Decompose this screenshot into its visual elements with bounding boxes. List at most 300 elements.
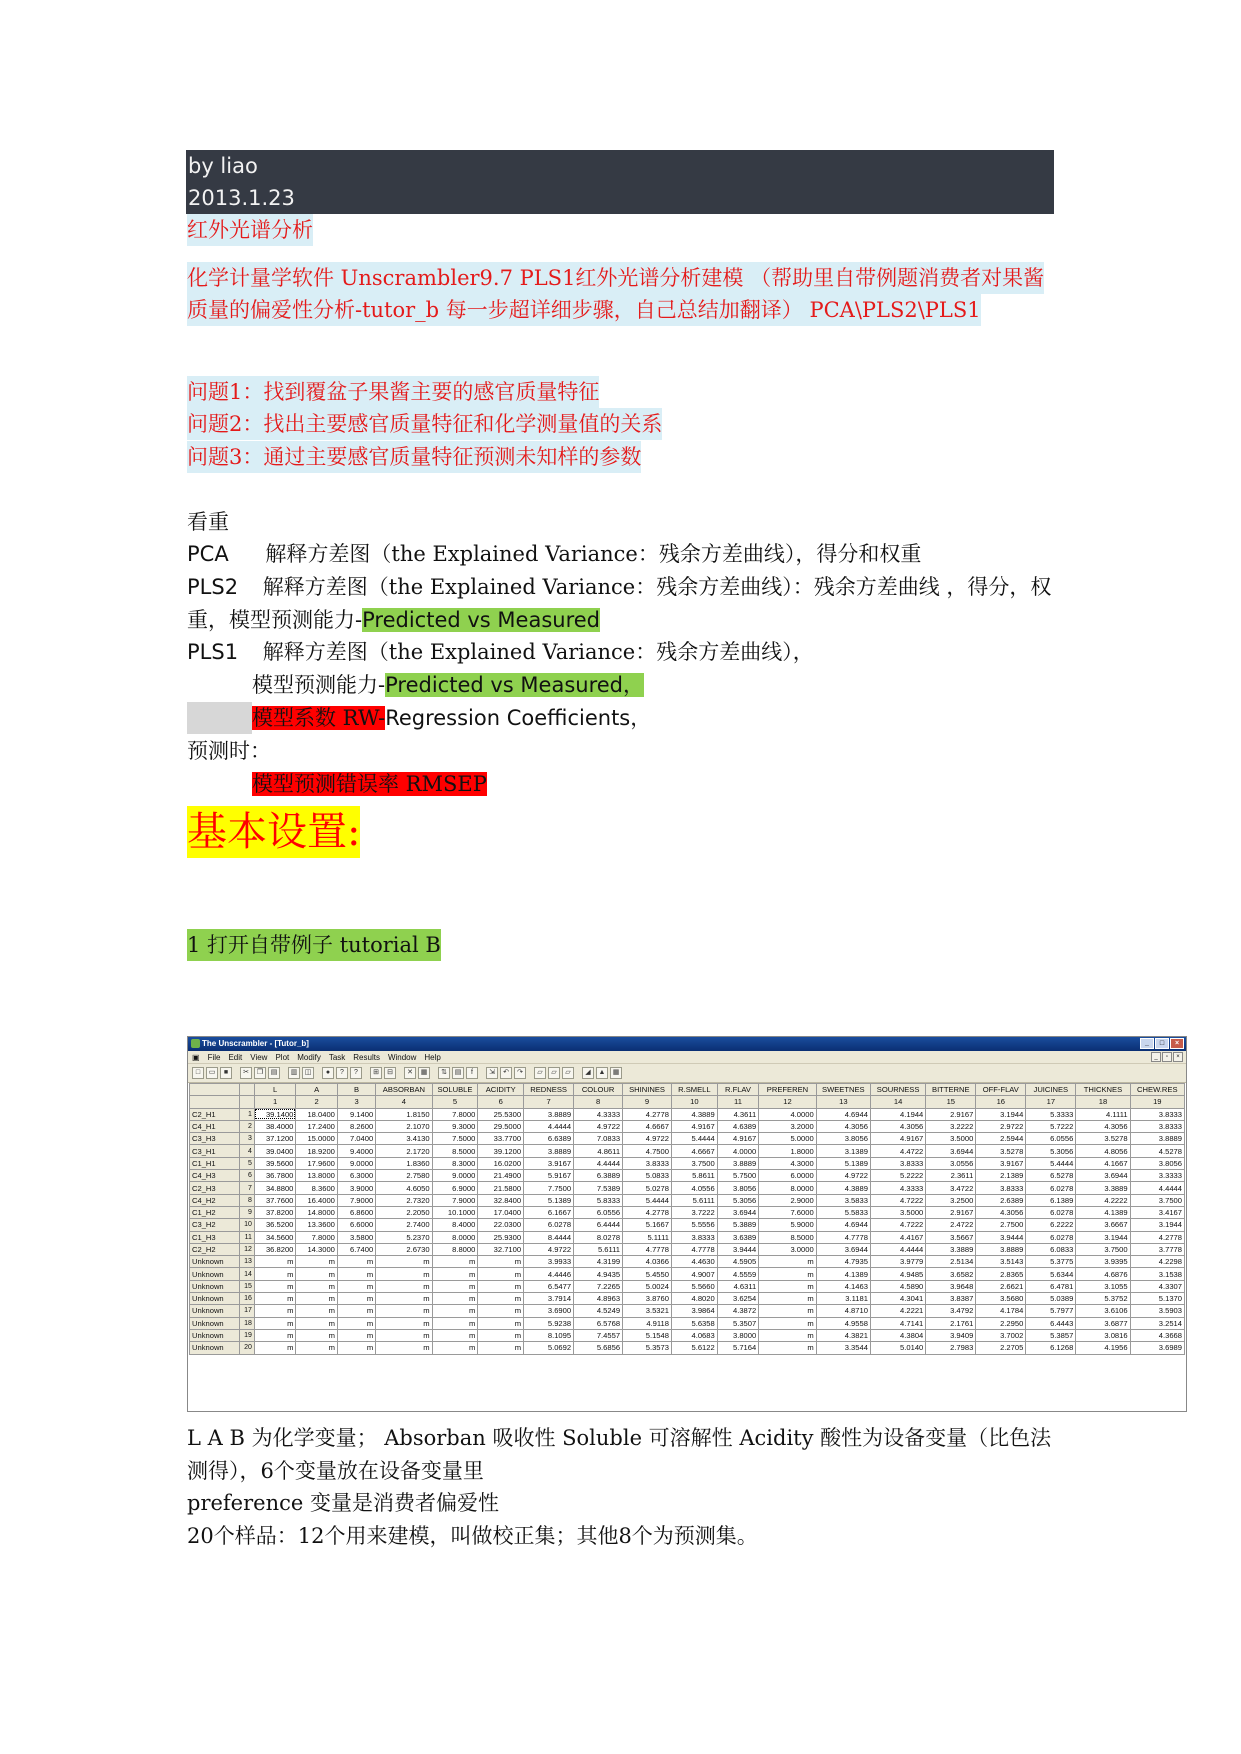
save-icon[interactable]: ■	[220, 1067, 232, 1079]
table-cell[interactable]: 4.6876	[1076, 1268, 1130, 1280]
table-cell[interactable]: 4.2221	[870, 1305, 925, 1317]
table-cell[interactable]: m	[337, 1305, 375, 1317]
table-cell[interactable]: 7.8000	[296, 1231, 338, 1243]
table-cell[interactable]: 9.1400	[337, 1108, 375, 1120]
table-cell[interactable]: 8.4444	[524, 1231, 574, 1243]
column-header[interactable]: PREFEREN	[759, 1084, 816, 1096]
table-cell[interactable]: 7.0833	[574, 1133, 623, 1145]
table-cell[interactable]: 4.0683	[671, 1329, 717, 1341]
table-cell[interactable]: 4.3056	[816, 1120, 870, 1132]
table-cell[interactable]: 3.4792	[926, 1305, 976, 1317]
row-name[interactable]: C4_H3	[190, 1170, 240, 1182]
table-cell[interactable]: m	[376, 1305, 432, 1317]
table-cell[interactable]: m	[759, 1329, 816, 1341]
table-cell[interactable]: 8.5000	[759, 1231, 816, 1243]
table-cell[interactable]: 5.0278	[623, 1182, 672, 1194]
table-cell[interactable]: 3.8387	[926, 1293, 976, 1305]
table-cell[interactable]: 6.4444	[574, 1219, 623, 1231]
table-cell[interactable]: 4.1944	[870, 1108, 925, 1120]
insert-col-icon[interactable]: ⊞	[370, 1067, 382, 1079]
table-cell[interactable]: 3.7002	[976, 1329, 1026, 1341]
marker-icon[interactable]: ▲	[596, 1067, 608, 1079]
table-cell[interactable]: m	[254, 1256, 296, 1268]
table-cell[interactable]: 17.0400	[478, 1206, 524, 1218]
table-cell[interactable]: 16.0200	[478, 1157, 524, 1169]
table-cell[interactable]: 2.1070	[376, 1120, 432, 1132]
table-cell[interactable]: 6.5768	[574, 1317, 623, 1329]
preview-icon[interactable]: ◫	[302, 1067, 314, 1079]
grid-icon[interactable]: ▦	[610, 1067, 622, 1079]
table-cell[interactable]: 3.1389	[816, 1145, 870, 1157]
table-cell[interactable]: 4.0000	[759, 1108, 816, 1120]
table-cell[interactable]: 4.7778	[671, 1243, 717, 1255]
table-cell[interactable]: 3.2222	[926, 1120, 976, 1132]
table-cell[interactable]: 4.3872	[717, 1305, 759, 1317]
table-cell[interactable]: 3.6254	[717, 1293, 759, 1305]
table-cell[interactable]: 2.7400	[376, 1219, 432, 1231]
table-cell[interactable]: 4.0366	[623, 1256, 672, 1268]
doc-minimize-button[interactable]: _	[1151, 1052, 1161, 1062]
table-cell[interactable]: 4.0000	[717, 1145, 759, 1157]
table-cell[interactable]: 32.7100	[478, 1243, 524, 1255]
table-cell[interactable]: 7.9000	[432, 1194, 478, 1206]
table-cell[interactable]: 3.2500	[926, 1194, 976, 1206]
table-cell[interactable]: 7.5389	[574, 1182, 623, 1194]
table-cell[interactable]: m	[432, 1293, 478, 1305]
row-index[interactable]: 6	[240, 1170, 255, 1182]
column-number[interactable]: 17	[1026, 1096, 1076, 1108]
table-cell[interactable]: 15.0000	[296, 1133, 338, 1145]
table-cell[interactable]: 6.1389	[1026, 1194, 1076, 1206]
table-cell[interactable]: 4.9118	[623, 1317, 672, 1329]
row-index[interactable]: 12	[240, 1243, 255, 1255]
column-header[interactable]: B	[337, 1084, 375, 1096]
table-cell[interactable]: 3.7914	[524, 1293, 574, 1305]
table-cell[interactable]: 3.6944	[1076, 1170, 1130, 1182]
row-name[interactable]: C3_H3	[190, 1133, 240, 1145]
column-number[interactable]: 2	[296, 1096, 338, 1108]
table-cell[interactable]: 6.3000	[337, 1170, 375, 1182]
copy-icon[interactable]: ❐	[254, 1067, 266, 1079]
table-cell[interactable]: 36.7800	[254, 1170, 296, 1182]
row-name[interactable]: Unknown	[190, 1268, 240, 1280]
table-cell[interactable]: 5.6856	[574, 1342, 623, 1354]
table-cell[interactable]: 5.0024	[623, 1280, 672, 1292]
table-cell[interactable]: 4.3821	[816, 1329, 870, 1341]
table-cell[interactable]: 3.9395	[1076, 1256, 1130, 1268]
column-number[interactable]: 4	[376, 1096, 432, 1108]
column-number[interactable]: 18	[1076, 1096, 1130, 1108]
table-cell[interactable]: 3.5143	[976, 1256, 1026, 1268]
plot2-icon[interactable]: ▱	[548, 1067, 560, 1079]
table-cell[interactable]: 4.3333	[870, 1182, 925, 1194]
table-cell[interactable]: 5.0833	[623, 1170, 672, 1182]
plot1-icon[interactable]: ▱	[534, 1067, 546, 1079]
table-cell[interactable]: 3.8889	[717, 1157, 759, 1169]
table-cell[interactable]: 4.9167	[671, 1120, 717, 1132]
table-cell[interactable]: 4.9722	[623, 1133, 672, 1145]
table-cell[interactable]: 4.3804	[870, 1329, 925, 1341]
table-cell[interactable]: 5.3507	[717, 1317, 759, 1329]
table-cell[interactable]: 5.3857	[1026, 1329, 1076, 1341]
table-cell[interactable]: 3.5278	[1076, 1133, 1130, 1145]
table-cell[interactable]: 4.6389	[717, 1120, 759, 1132]
table-cell[interactable]: m	[296, 1268, 338, 1280]
table-cell[interactable]: 5.1667	[623, 1219, 672, 1231]
insert-row-icon[interactable]: ⊟	[384, 1067, 396, 1079]
table-cell[interactable]: 4.3889	[671, 1108, 717, 1120]
table-cell[interactable]: 4.8611	[574, 1145, 623, 1157]
table-cell[interactable]: 3.1944	[1076, 1231, 1130, 1243]
table-cell[interactable]: 8.5000	[432, 1145, 478, 1157]
table-cell[interactable]: 5.4444	[623, 1194, 672, 1206]
table-cell[interactable]: 9.0000	[337, 1157, 375, 1169]
table-cell[interactable]: 4.9722	[816, 1170, 870, 1182]
table-cell[interactable]: 5.4444	[671, 1133, 717, 1145]
table-cell[interactable]: 2.9167	[926, 1206, 976, 1218]
column-header[interactable]: BITTERNE	[926, 1084, 976, 1096]
menu-file[interactable]: File	[207, 1053, 221, 1062]
table-cell[interactable]: 34.5600	[254, 1231, 296, 1243]
table-cell[interactable]: 5.3889	[717, 1219, 759, 1231]
table-cell[interactable]: m	[296, 1280, 338, 1292]
table-cell[interactable]: 8.0278	[574, 1231, 623, 1243]
table-cell[interactable]: 7.4557	[574, 1329, 623, 1341]
table-cell[interactable]: 3.9779	[870, 1256, 925, 1268]
table-cell[interactable]: m	[254, 1342, 296, 1354]
table-cell[interactable]: 5.9000	[759, 1219, 816, 1231]
table-cell[interactable]: 4.3056	[1076, 1120, 1130, 1132]
table-cell[interactable]: 4.3333	[574, 1108, 623, 1120]
table-cell[interactable]: 3.9933	[524, 1256, 574, 1268]
table-cell[interactable]: 5.0000	[759, 1133, 816, 1145]
table-cell[interactable]: 6.1667	[524, 1206, 574, 1218]
table-cell[interactable]: m	[296, 1293, 338, 1305]
table-cell[interactable]: 3.8889	[976, 1243, 1026, 1255]
table-cell[interactable]: 4.1784	[976, 1305, 1026, 1317]
table-cell[interactable]: 3.8056	[816, 1133, 870, 1145]
column-header[interactable]: ABSORBAN	[376, 1084, 432, 1096]
table-cell[interactable]: 6.5278	[1026, 1170, 1076, 1182]
table-cell[interactable]: 5.7977	[1026, 1305, 1076, 1317]
table-cell[interactable]: 8.0000	[432, 1231, 478, 1243]
table-cell[interactable]: 3.9864	[671, 1305, 717, 1317]
table-cell[interactable]: 4.4444	[524, 1120, 574, 1132]
row-name[interactable]: Unknown	[190, 1280, 240, 1292]
table-cell[interactable]: 4.3199	[574, 1256, 623, 1268]
column-header[interactable]: R.SMELL	[671, 1084, 717, 1096]
table-cell[interactable]: 3.1944	[1130, 1219, 1184, 1231]
row-name[interactable]: Unknown	[190, 1293, 240, 1305]
table-cell[interactable]: 37.7600	[254, 1194, 296, 1206]
table-cell[interactable]: 3.9648	[926, 1280, 976, 1292]
table-cell[interactable]: m	[337, 1342, 375, 1354]
table-cell[interactable]: 4.6944	[816, 1108, 870, 1120]
minimize-button[interactable]: _	[1140, 1038, 1154, 1049]
column-header[interactable]: A	[296, 1084, 338, 1096]
column-number[interactable]: 8	[574, 1096, 623, 1108]
table-cell[interactable]: 25.9300	[478, 1231, 524, 1243]
table-cell[interactable]: 4.4444	[870, 1243, 925, 1255]
table-cell[interactable]: 4.9722	[574, 1120, 623, 1132]
plot3-icon[interactable]: ▱	[562, 1067, 574, 1079]
table-cell[interactable]: 4.9722	[524, 1243, 574, 1255]
table-cell[interactable]: 3.8056	[1130, 1157, 1184, 1169]
table-cell[interactable]: m	[759, 1305, 816, 1317]
table-cell[interactable]: 4.4444	[574, 1157, 623, 1169]
table-cell[interactable]: 2.9167	[926, 1108, 976, 1120]
table-cell[interactable]: 6.6000	[337, 1219, 375, 1231]
table-cell[interactable]: 4.4444	[1130, 1182, 1184, 1194]
row-name[interactable]: C1_H2	[190, 1206, 240, 1218]
table-cell[interactable]: 4.8020	[671, 1293, 717, 1305]
table-cell[interactable]: 5.3752	[1076, 1293, 1130, 1305]
table-cell[interactable]: 25.5300	[478, 1108, 524, 1120]
table-cell[interactable]: 5.9167	[524, 1170, 574, 1182]
table-cell[interactable]: 3.3889	[1076, 1182, 1130, 1194]
table-cell[interactable]: 5.9238	[524, 1317, 574, 1329]
table-cell[interactable]: m	[478, 1317, 524, 1329]
table-cell[interactable]: 9.0000	[432, 1170, 478, 1182]
table-cell[interactable]: 2.9722	[976, 1120, 1026, 1132]
table-cell[interactable]: 3.6389	[717, 1231, 759, 1243]
table-cell[interactable]: 9.4000	[337, 1145, 375, 1157]
table-cell[interactable]: m	[337, 1280, 375, 1292]
table-cell[interactable]: 14.3000	[296, 1243, 338, 1255]
table-cell[interactable]: m	[376, 1293, 432, 1305]
table-cell[interactable]: 3.5000	[870, 1206, 925, 1218]
table-cell[interactable]: 6.0278	[1026, 1206, 1076, 1218]
table-cell[interactable]: 5.6111	[574, 1243, 623, 1255]
table-cell[interactable]: 34.8800	[254, 1182, 296, 1194]
table-cell[interactable]: 4.1111	[1076, 1108, 1130, 1120]
row-index[interactable]: 1	[240, 1108, 255, 1120]
table-cell[interactable]: 3.5321	[623, 1305, 672, 1317]
table-cell[interactable]: 4.9167	[717, 1133, 759, 1145]
column-header[interactable]: SOURNESS	[870, 1084, 925, 1096]
table-cell[interactable]: 39.1400	[254, 1108, 296, 1120]
table-cell[interactable]: 3.7222	[671, 1206, 717, 1218]
column-number[interactable]: 1	[254, 1096, 296, 1108]
table-cell[interactable]: 4.8710	[816, 1305, 870, 1317]
chart-icon[interactable]: ◢	[582, 1067, 594, 1079]
table-cell[interactable]: 4.7778	[816, 1231, 870, 1243]
table-cell[interactable]: 5.7500	[717, 1170, 759, 1182]
table-cell[interactable]: 3.8333	[976, 1182, 1026, 1194]
column-header[interactable]: REDNESS	[524, 1084, 574, 1096]
table-cell[interactable]: 4.6944	[816, 1219, 870, 1231]
table-cell[interactable]: 3.4167	[1130, 1206, 1184, 1218]
column-header[interactable]: COLOUR	[574, 1084, 623, 1096]
column-header[interactable]: ACIDITY	[478, 1084, 524, 1096]
row-index[interactable]: 14	[240, 1268, 255, 1280]
table-cell[interactable]: m	[337, 1329, 375, 1341]
row-name[interactable]: C4_H2	[190, 1194, 240, 1206]
row-index[interactable]: 11	[240, 1231, 255, 1243]
menu-modify[interactable]: Modify	[297, 1053, 321, 1062]
table-cell[interactable]: 39.0400	[254, 1145, 296, 1157]
row-index[interactable]: 17	[240, 1305, 255, 1317]
table-cell[interactable]: 3.8000	[717, 1329, 759, 1341]
table-cell[interactable]: 4.2778	[623, 1206, 672, 1218]
close-button[interactable]: ×	[1170, 1038, 1184, 1049]
table-cell[interactable]: m	[376, 1256, 432, 1268]
row-index[interactable]: 13	[240, 1256, 255, 1268]
table-cell[interactable]: 4.1389	[1076, 1206, 1130, 1218]
table-cell[interactable]: 4.6050	[376, 1182, 432, 1194]
table-cell[interactable]: 33.7700	[478, 1133, 524, 1145]
column-number[interactable]: 10	[671, 1096, 717, 1108]
table-cell[interactable]: m	[337, 1293, 375, 1305]
redo-icon[interactable]: ↷	[514, 1067, 526, 1079]
table-cell[interactable]: m	[759, 1268, 816, 1280]
table-cell[interactable]: 2.2050	[376, 1206, 432, 1218]
table-cell[interactable]: 3.3544	[816, 1342, 870, 1354]
table-cell[interactable]: m	[376, 1268, 432, 1280]
table-cell[interactable]: 4.5890	[870, 1280, 925, 1292]
column-number[interactable]: 9	[623, 1096, 672, 1108]
table-cell[interactable]: 37.8200	[254, 1206, 296, 1218]
table-cell[interactable]: 4.4722	[870, 1145, 925, 1157]
column-number[interactable]: 6	[478, 1096, 524, 1108]
table-cell[interactable]: 1.8150	[376, 1108, 432, 1120]
table-cell[interactable]: 4.4167	[870, 1231, 925, 1243]
table-cell[interactable]: 3.6900	[524, 1305, 574, 1317]
fill-icon[interactable]: ▦	[418, 1067, 430, 1079]
table-cell[interactable]: 32.8400	[478, 1194, 524, 1206]
row-name[interactable]: Unknown	[190, 1317, 240, 1329]
table-cell[interactable]: 7.0400	[337, 1133, 375, 1145]
row-index[interactable]: 16	[240, 1293, 255, 1305]
row-name[interactable]: C4_H1	[190, 1120, 240, 1132]
column-number[interactable]: 5	[432, 1096, 478, 1108]
table-cell[interactable]: 3.8333	[671, 1231, 717, 1243]
table-cell[interactable]: 4.1389	[816, 1268, 870, 1280]
table-cell[interactable]: 29.5000	[478, 1120, 524, 1132]
table-cell[interactable]: 4.7222	[870, 1194, 925, 1206]
table-cell[interactable]: 4.1463	[816, 1280, 870, 1292]
table-cell[interactable]: 2.2950	[976, 1317, 1026, 1329]
table-cell[interactable]: 2.4722	[926, 1219, 976, 1231]
table-cell[interactable]: 3.8056	[717, 1182, 759, 1194]
table-cell[interactable]: 5.3775	[1026, 1256, 1076, 1268]
table-cell[interactable]: m	[432, 1342, 478, 1354]
column-number[interactable]: 7	[524, 1096, 574, 1108]
column-header[interactable]: THICKNES	[1076, 1084, 1130, 1096]
table-cell[interactable]: 2.6621	[976, 1280, 1026, 1292]
table-cell[interactable]: 5.3056	[717, 1194, 759, 1206]
table-cell[interactable]: 4.3668	[1130, 1329, 1184, 1341]
table-cell[interactable]: 7.7500	[524, 1182, 574, 1194]
table-cell[interactable]: 3.5800	[337, 1231, 375, 1243]
table-cell[interactable]: 13.8000	[296, 1170, 338, 1182]
table-cell[interactable]: 6.0278	[524, 1219, 574, 1231]
row-index[interactable]: 10	[240, 1219, 255, 1231]
table-cell[interactable]: 3.1944	[976, 1108, 1026, 1120]
row-name[interactable]: Unknown	[190, 1329, 240, 1341]
table-cell[interactable]: 5.8611	[671, 1170, 717, 1182]
table-cell[interactable]: 9.3000	[432, 1120, 478, 1132]
table-cell[interactable]: 39.1200	[478, 1145, 524, 1157]
menu-plot[interactable]: Plot	[275, 1053, 290, 1062]
table-cell[interactable]: 3.9444	[976, 1231, 1026, 1243]
table-cell[interactable]: m	[254, 1329, 296, 1341]
table-cell[interactable]: m	[759, 1317, 816, 1329]
table-cell[interactable]: 3.9409	[926, 1329, 976, 1341]
table-cell[interactable]: 5.3056	[1026, 1145, 1076, 1157]
table-cell[interactable]: 38.4000	[254, 1120, 296, 1132]
table-cell[interactable]: 3.1538	[1130, 1268, 1184, 1280]
table-cell[interactable]: 4.3307	[1130, 1280, 1184, 1292]
table-cell[interactable]: 7.9000	[337, 1194, 375, 1206]
table-cell[interactable]: m	[759, 1256, 816, 1268]
table-cell[interactable]: 7.2265	[574, 1280, 623, 1292]
table-cell[interactable]: 5.1370	[1130, 1293, 1184, 1305]
column-header[interactable]: CHEW.RES	[1130, 1084, 1184, 1096]
table-cell[interactable]: 4.3056	[870, 1120, 925, 1132]
table-cell[interactable]: 4.8056	[1076, 1145, 1130, 1157]
table-cell[interactable]: 3.9167	[524, 1157, 574, 1169]
table-cell[interactable]: 3.7500	[1130, 1194, 1184, 1206]
table-cell[interactable]: 6.0556	[1026, 1133, 1076, 1145]
table-cell[interactable]: m	[478, 1256, 524, 1268]
table-cell[interactable]: 3.3333	[1130, 1170, 1184, 1182]
table-cell[interactable]: 4.9167	[870, 1133, 925, 1145]
column-header[interactable]: JUICINES	[1026, 1084, 1076, 1096]
table-cell[interactable]: m	[478, 1293, 524, 1305]
function-icon[interactable]: f	[466, 1067, 478, 1079]
table-cell[interactable]: m	[478, 1342, 524, 1354]
table-cell[interactable]: 4.5559	[717, 1268, 759, 1280]
table-cell[interactable]: m	[296, 1342, 338, 1354]
table-cell[interactable]: 4.6311	[717, 1280, 759, 1292]
hint-icon[interactable]: ?	[336, 1067, 348, 1079]
table-cell[interactable]: 3.2514	[1130, 1317, 1184, 1329]
column-header[interactable]: SOLUBLE	[432, 1084, 478, 1096]
table-cell[interactable]: 2.1389	[976, 1170, 1026, 1182]
table-cell[interactable]: 4.2222	[1076, 1194, 1130, 1206]
table-cell[interactable]: 8.1095	[524, 1329, 574, 1341]
row-index[interactable]: 19	[240, 1329, 255, 1341]
column-header[interactable]: SHININES	[623, 1084, 672, 1096]
row-index[interactable]: 15	[240, 1280, 255, 1292]
table-cell[interactable]: 2.9000	[759, 1194, 816, 1206]
table-cell[interactable]: 4.2298	[1130, 1256, 1184, 1268]
table-cell[interactable]: 6.0278	[1026, 1231, 1076, 1243]
table-cell[interactable]: m	[376, 1280, 432, 1292]
table-cell[interactable]: m	[759, 1280, 816, 1292]
table-cell[interactable]: 2.6389	[976, 1194, 1026, 1206]
table-cell[interactable]: 3.8333	[1130, 1120, 1184, 1132]
table-cell[interactable]: m	[296, 1305, 338, 1317]
table-cell[interactable]: 6.1268	[1026, 1342, 1076, 1354]
menu-results[interactable]: Results	[353, 1053, 380, 1062]
row-name[interactable]: C3_H2	[190, 1219, 240, 1231]
table-cell[interactable]: 6.2222	[1026, 1219, 1076, 1231]
table-cell[interactable]: 6.0556	[574, 1206, 623, 1218]
table-cell[interactable]: 5.5833	[816, 1206, 870, 1218]
table-cell[interactable]: 5.2370	[376, 1231, 432, 1243]
table-cell[interactable]: 3.6106	[1076, 1305, 1130, 1317]
table-cell[interactable]: m	[254, 1268, 296, 1280]
cut-icon[interactable]: ✂	[240, 1067, 252, 1079]
table-cell[interactable]: 4.9558	[816, 1317, 870, 1329]
table-cell[interactable]: 2.7580	[376, 1170, 432, 1182]
table-cell[interactable]: m	[432, 1329, 478, 1341]
table-cell[interactable]: 2.5134	[926, 1256, 976, 1268]
table-cell[interactable]: 4.7222	[870, 1219, 925, 1231]
table-cell[interactable]: 3.1181	[816, 1293, 870, 1305]
